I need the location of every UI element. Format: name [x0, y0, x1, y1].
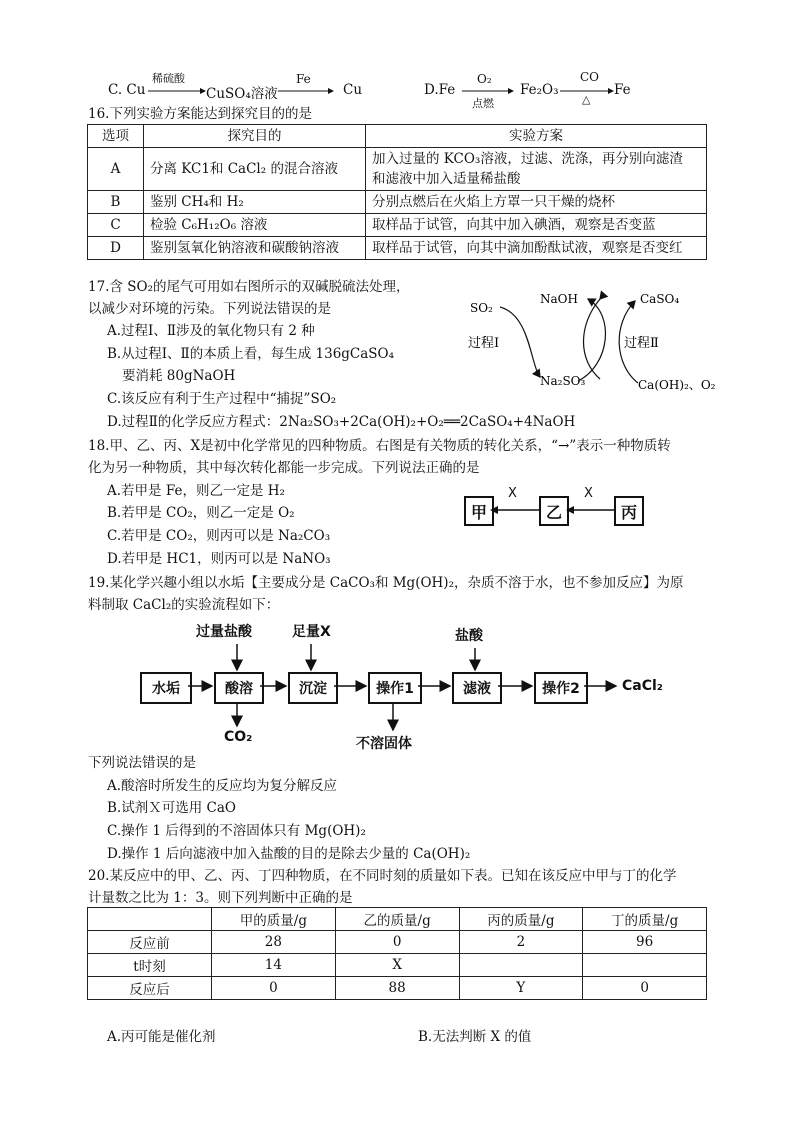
row-label: 反应前: [88, 931, 212, 954]
q19-stem-line2: 料制取 CaCl₂的实验流程如下：: [88, 597, 280, 613]
q20-option-b: B.无法判断 X 的值: [418, 1029, 532, 1045]
step-precipitate: 沉淀: [288, 672, 338, 704]
arc-process-2-left: [584, 299, 601, 379]
q20-stem-line2: 计量数之比为 1：3。则下列判断中正确的是: [88, 890, 353, 906]
arrow-label-x-2: X: [584, 486, 593, 501]
table-cell: 88: [335, 977, 459, 1000]
q15-d-arrow2-bottom: △: [582, 93, 591, 106]
q15-c-left: C. Cu: [108, 82, 146, 98]
box-jia: 甲: [464, 496, 494, 526]
q18-option-b: B.若甲是 CO₂，则乙一定是 O₂: [107, 505, 295, 521]
q18-option-c: C.若甲是 CO₂，则丙可以是 Na₂CO₃: [107, 528, 331, 544]
q18-option-a: A.若甲是 Fe，则乙一定是 H₂: [107, 483, 285, 499]
header-cell: [88, 908, 212, 931]
header-cell: 选项: [88, 125, 144, 148]
header-cell: 丁的质量/g: [583, 908, 707, 931]
q17-option-b-line2: 要消耗 80gNaOH: [122, 368, 236, 384]
q15-d-arrow1-top: O₂: [477, 72, 492, 86]
q19-option-d: D.操作 1 后向滤液中加入盐酸的目的是除去少量的 Ca(OH)₂: [107, 846, 471, 862]
label-caso4: CaSO₄: [640, 292, 680, 306]
table-header-row: [88, 908, 707, 931]
box-bing: 丙: [614, 496, 644, 526]
flow-arrows: [140, 640, 640, 732]
goal-cell: 分离 KC1和 CaCl₂ 的混合溶液: [144, 148, 366, 191]
q15-d-arrow1-bottom: 点燃: [472, 97, 494, 110]
q20-table: [87, 907, 707, 1000]
q18-arrows: [490, 504, 642, 516]
q16-stem: 16.下列实验方案能达到探究目的的是: [88, 106, 312, 122]
plan-cell: [366, 148, 707, 191]
step-operation-2: 操作2: [534, 672, 588, 704]
input-hcl: 盐酸: [455, 628, 483, 644]
label-na2so3: Na₂SO₃: [540, 374, 586, 388]
q17-stem-line2: 以减少对环境的污染。下列说法错误的是: [88, 301, 331, 317]
table-cell: [459, 954, 583, 977]
box-yi: 乙: [539, 496, 569, 526]
q15-d-mid: Fe₂O₃: [520, 82, 559, 98]
q19-prompt: 下列说法错误的是: [88, 755, 196, 771]
step-scale: 水垢: [140, 672, 192, 704]
q15-c-right: Cu: [343, 82, 363, 98]
table-cell: 28: [212, 931, 336, 954]
q19-option-c: C.操作 1 后得到的不溶固体只有 Mg(OH)₂: [107, 823, 366, 839]
step-filtrate: 滤液: [452, 672, 502, 704]
q17-option-a: A.过程Ⅰ、Ⅱ涉及的氧化物只有 2 种: [107, 323, 315, 339]
q15-d-left: D.Fe: [424, 82, 456, 98]
label-process-1: 过程Ⅰ: [468, 336, 500, 351]
header-cell: 实验方案: [366, 125, 707, 148]
input-excess-hcl: 过量盐酸: [196, 624, 252, 640]
q15-c-arrow2-label: Fe: [296, 72, 311, 86]
q17-option-b-line1: B.从过程Ⅰ、Ⅱ的本质上看，每生成 136gCaSO₄: [107, 346, 395, 362]
q15-c-mid: CuSO₄溶液: [206, 86, 278, 102]
q19-stem-line1: 19.某化学兴趣小组以水垢【主要成分是 CaCO₃和 Mg(OH)₂，杂质不溶于水，也不参加反应】为原: [88, 575, 684, 591]
output-insoluble-solid: 不溶固体: [356, 736, 412, 752]
goal-cell: 检验 C₆H₁₂O₆ 溶液: [144, 214, 366, 237]
output-co2: CO₂: [224, 729, 253, 745]
table-cell: X: [335, 954, 459, 977]
q15-d-right: Fe: [614, 82, 631, 98]
q16-table: [87, 124, 707, 260]
q15-d-arrow2-top: CO: [580, 70, 600, 84]
option-cell: A: [88, 148, 144, 191]
q17-stem-line1: 17.含 SO₂的尾气可用如右图所示的双碱脱硫法处理，: [88, 279, 410, 295]
product-cacl2: CaCl₂: [622, 678, 663, 694]
q15-c-arrow2: [278, 86, 334, 96]
arc-process-1-left: [500, 307, 540, 377]
label-so2: SO₂: [470, 301, 493, 315]
q20-option-a: A.丙可能是催化剂: [107, 1029, 216, 1045]
goal-cell: 鉴别 CH₄和 H₂: [144, 191, 366, 214]
q17-double-alkali-diagram: [460, 285, 720, 400]
table-cell: 2: [459, 931, 583, 954]
q15-c-arrow1: [148, 86, 206, 96]
row-label: 反应后: [88, 977, 212, 1000]
table-cell: 0: [335, 931, 459, 954]
table-row: [88, 237, 707, 260]
table-cell: 0: [583, 977, 707, 1000]
plan-cell: 分别点燃后在火焰上方罩一只干燥的烧杯: [366, 191, 707, 214]
q19-option-b: B.试剂Ｘ可选用 CaO: [107, 800, 236, 816]
plan-cell: 取样品于试管，向其中加入碘酒，观察是否变蓝: [366, 214, 707, 237]
header-cell: 乙的质量/g: [335, 908, 459, 931]
q17-option-d: D.过程Ⅱ的化学反应方程式：2Na₂SO₃+2Ca(OH)₂+O₂══2CaSO₄+4NaOH: [107, 414, 576, 430]
table-row: [88, 214, 707, 237]
table-row: [88, 954, 707, 977]
row-label: t时刻: [88, 954, 212, 977]
goal-cell: 鉴别氢氧化钠溶液和碳酸钠溶液: [144, 237, 366, 260]
table-row: [88, 931, 707, 954]
q18-option-d: D.若甲是 HC1，则丙可以是 NaNO₃: [107, 551, 331, 567]
header-cell: 丙的质量/g: [459, 908, 583, 931]
table-cell: 0: [212, 977, 336, 1000]
q17-option-c: C.该反应有利于生产过程中“捕捉”SO₂: [107, 391, 337, 407]
arrow-label-x-1: X: [508, 486, 517, 501]
table-header-row: [88, 125, 707, 148]
q19-option-a: A.酸溶时所发生的反应均为复分解反应: [107, 778, 338, 794]
table-cell: 14: [212, 954, 336, 977]
table-cell: [583, 954, 707, 977]
header-cell: 探究目的: [144, 125, 366, 148]
label-process-2: 过程Ⅱ: [624, 336, 659, 351]
label-caoh2-o2: Ca(OH)₂、O₂: [638, 378, 716, 392]
plan-line: 和滤液中加入适量稀盐酸: [372, 171, 521, 187]
option-cell: B: [88, 191, 144, 214]
step-acid-dissolve: 酸溶: [214, 672, 264, 704]
header-cell: 甲的质量/g: [212, 908, 336, 931]
table-row: [88, 191, 707, 214]
plan-line: 加入过量的 KCO₃溶液，过滤、洗涤，再分别向滤渣: [372, 151, 683, 167]
q20-stem-line1: 20.某反应中的甲、乙、丙、丁四种物质，在不同时刻的质量如下表。已知在该反应中甲与丁的化学: [88, 868, 677, 884]
input-x: 足量X: [292, 624, 331, 640]
option-cell: D: [88, 237, 144, 260]
plan-cell: 取样品于试管，向其中滴加酚酞试液，观察是否变红: [366, 237, 707, 260]
label-naoh: NaOH: [540, 292, 578, 306]
step-operation-1: 操作1: [368, 672, 422, 704]
table-cell: 96: [583, 931, 707, 954]
table-row: [88, 977, 707, 1000]
q18-stem-line2: 化为另一种物质，其中每次转化都能一步完成。下列说法正确的是: [88, 460, 480, 476]
q18-stem-line1: 18.甲、乙、丙、X是初中化学常见的四种物质。右图是有关物质的转化关系，“→”表示一种物质转: [88, 438, 671, 454]
table-cell: Y: [459, 977, 583, 1000]
table-row: [88, 148, 707, 191]
option-cell: C: [88, 214, 144, 237]
q15-c-arrow1-label: 稀硫酸: [152, 72, 185, 85]
